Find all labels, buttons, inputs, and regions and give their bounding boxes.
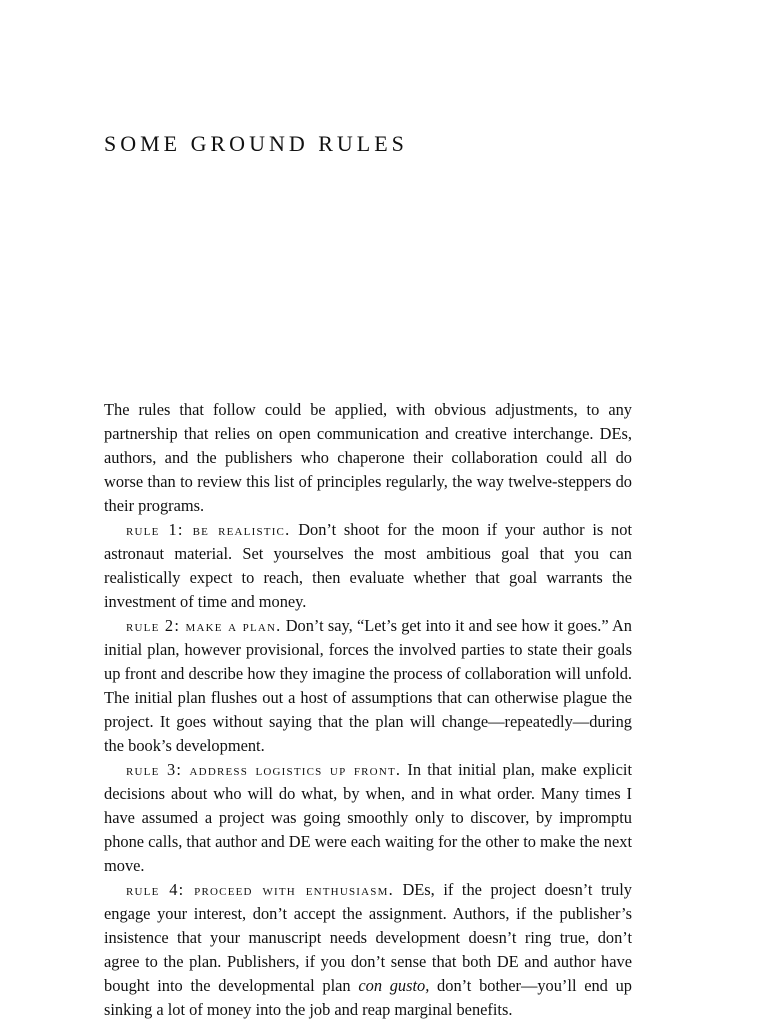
rule-3-heading: rule 3: address logistics up front. [126,760,402,779]
chapter-title: SOME GROUND RULES [104,131,408,156]
rule-4-heading: rule 4: proceed with enthusiasm. [126,880,394,899]
rule-3-text: In that initial plan, make explicit decisions about who will do what, by when, and in what order. Many times I have assumed a project was going smoothly only to discover, by impromptu phone calls, that author and DE were each waiting for the other to make the next move. [104,760,632,875]
rule-1-text: Don’t shoot for the moon if your author is not astronaut material. Set yourselves the most ambitious goal that you can realistically expect to reach, then evaluate whether that goal warrants the investment of time and money. [104,520,632,611]
rule-2-heading: rule 2: make a plan. [126,616,282,635]
intro-paragraph: The rules that follow could be applied, with obvious adjustments, to any partnership that relies on open communication and creative interchange. DEs, authors, and the publishers who chaperone their collaboration could all do worse than to review this list of principles regularly, the way twelve-steppers do their programs. [104,400,632,515]
rule-1-paragraph [104,518,632,614]
rule-3-paragraph [104,758,632,878]
body-text [104,398,632,1022]
rule-2-paragraph [104,614,632,758]
rule-2-text: Don’t say, “Let’s get into it and see how it goes.” An initial plan, however provisional, forces the involved parties to state their goals up front and describe how they imagine the process of collaboration will unfold. The initial plan flushes out a host of assumptions that can otherwise plague the project. It goes without saying that the plan will change—repeatedly—during the book’s development. [104,616,633,755]
rule-1-heading: rule 1: be realistic. [126,520,291,539]
rule-4-italic-phrase: con gusto, [358,976,430,995]
rule-4-paragraph [104,878,632,1022]
rule-4-text-after: don’t bother—you’ll end up sinking a lot of money into the job and reap marginal benefits. [104,976,632,1019]
rule-4-text-before: DEs, if the project doesn’t truly engage your interest, don’t accept the assignment. Authors, if the publisher’s insistence that your manuscript needs development doesn’t ring true, don’t agree to the plan. Publishers, if you don’t sense that both DE and author have bought into the developmental plan [104,880,632,995]
